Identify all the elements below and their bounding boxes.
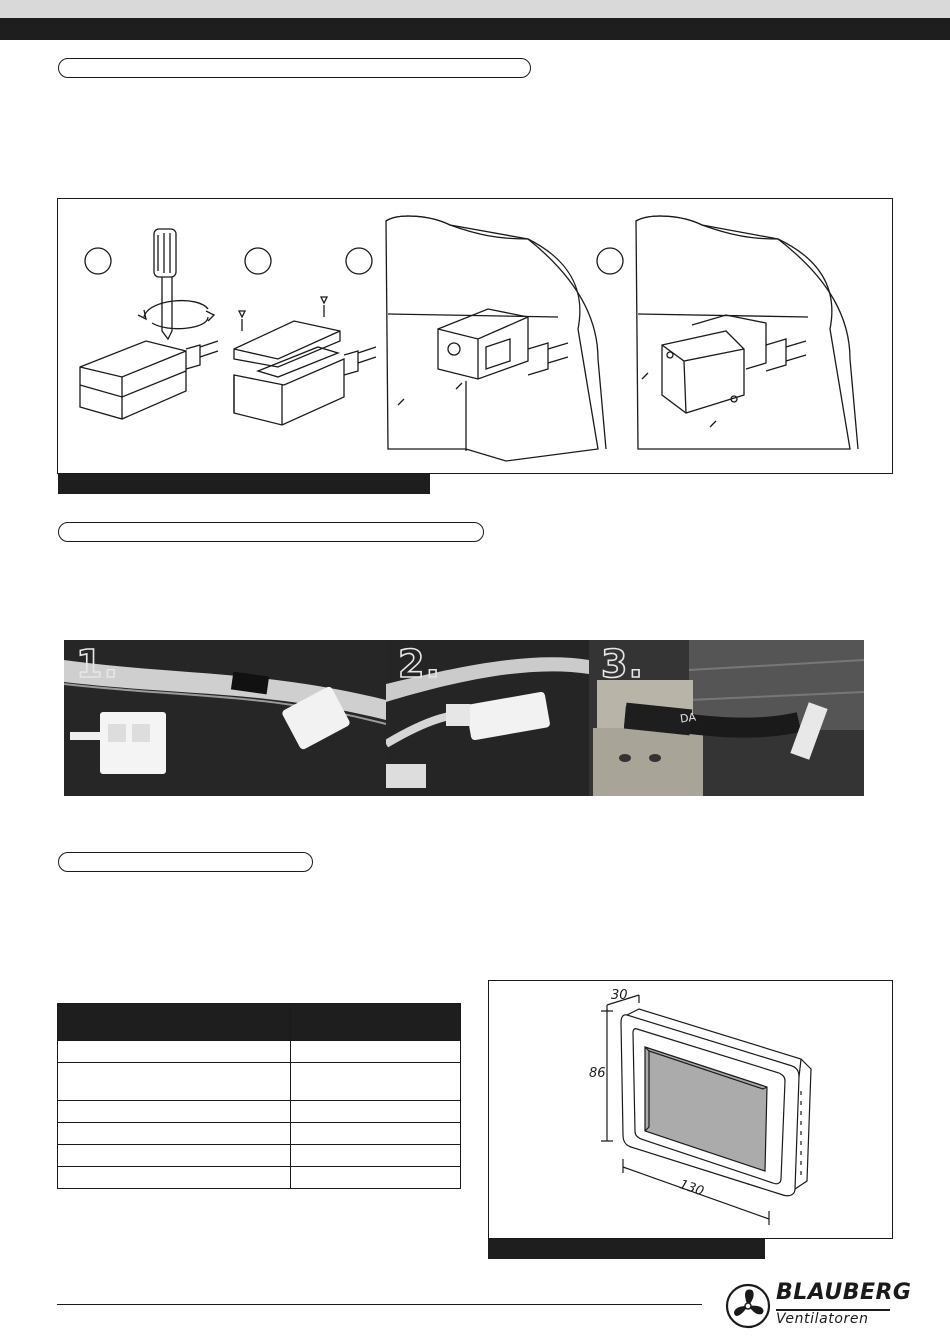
dimension-depth-label: 30 xyxy=(611,988,628,1003)
header-band-light xyxy=(0,0,950,18)
svg-text:DA: DA xyxy=(679,710,697,726)
step-circle-1 xyxy=(85,248,111,274)
table-row xyxy=(58,1041,461,1063)
photo-number-2: 2. xyxy=(398,642,441,686)
table-header-row xyxy=(58,1004,461,1041)
table-header-cell-1 xyxy=(58,1004,291,1041)
step-circle-2 xyxy=(245,248,271,274)
fan-logo-icon xyxy=(724,1280,772,1332)
figure-caption-bar-2 xyxy=(488,1239,765,1259)
brand-logo xyxy=(724,1280,912,1332)
installation-steps-drawing xyxy=(58,199,893,474)
photo-step-2 xyxy=(386,640,589,796)
section-heading-box-1 xyxy=(58,58,531,78)
specifications-table xyxy=(57,1003,461,1189)
table-row xyxy=(58,1101,461,1123)
installation-figure xyxy=(57,198,893,474)
footer-rule xyxy=(57,1304,702,1305)
step-circle-4 xyxy=(597,248,623,274)
table-row xyxy=(58,1145,461,1167)
header-band-dark xyxy=(0,18,950,40)
figure-caption-bar-1 xyxy=(58,474,430,494)
table-header-cell-2 xyxy=(291,1004,461,1041)
table-row xyxy=(58,1167,461,1189)
brand-subtitle: Ventilatoren xyxy=(776,1311,869,1327)
table-row xyxy=(58,1123,461,1145)
dimension-width-label: 130 xyxy=(677,1177,706,1200)
brand-name: BLAUBERG xyxy=(776,1280,912,1305)
step-circle-3 xyxy=(346,248,372,274)
section-heading-box-2 xyxy=(58,522,484,542)
photo-number-1: 1. xyxy=(76,642,119,686)
photo-number-3: 3. xyxy=(601,642,644,686)
photo-step-1 xyxy=(64,640,386,796)
da-label xyxy=(677,706,707,728)
dimensions-figure xyxy=(488,980,893,1239)
control-panel-drawing xyxy=(489,981,893,1239)
section-heading-box-3 xyxy=(58,852,313,872)
dimension-height-label: 86 xyxy=(589,1066,606,1081)
table-row xyxy=(58,1063,461,1101)
photo-step-3 xyxy=(589,640,864,796)
